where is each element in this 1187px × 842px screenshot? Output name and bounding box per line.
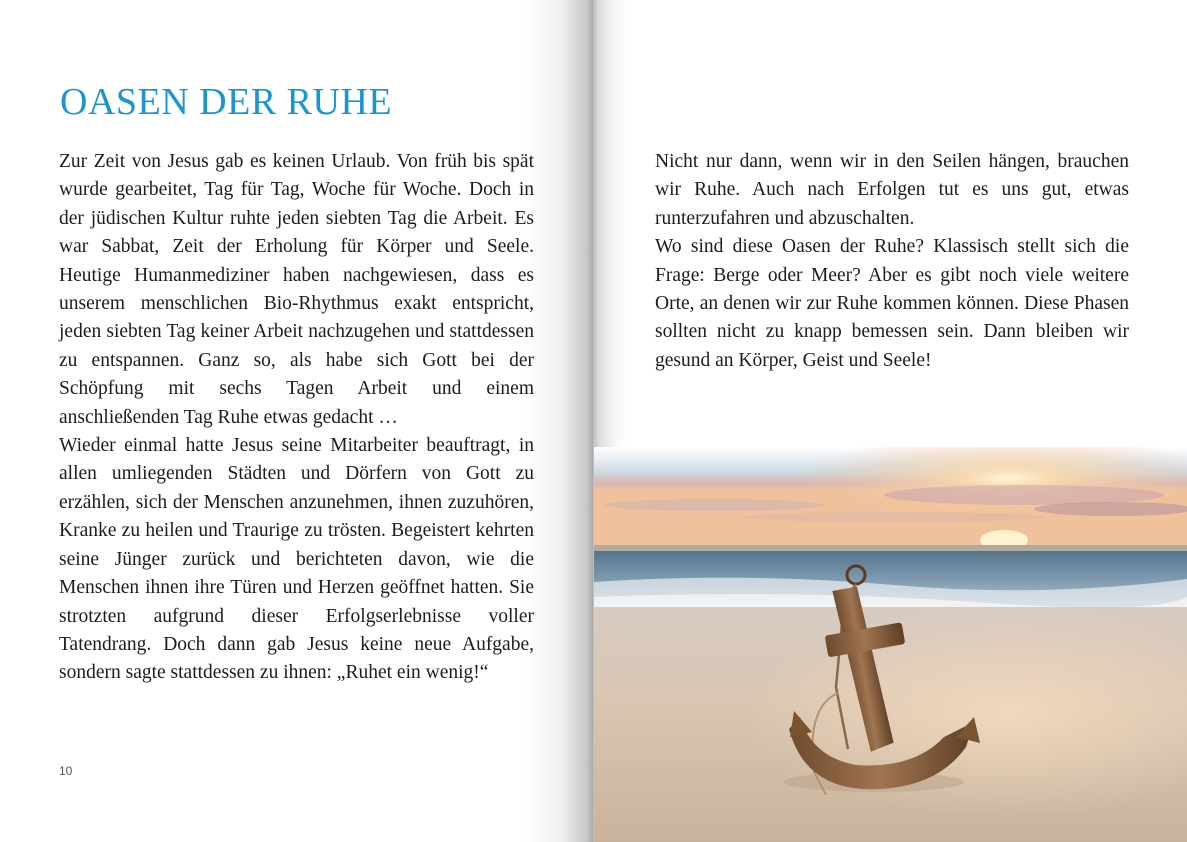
anchor-beach-photo <box>594 447 1187 842</box>
left-paragraph-2: Wieder einmal hatte Jesus seine Mitarbeiter beauftragt, in allen umliegenden Städten und Dörfern von Gott zu erzählen, sich der Menschen anzunehmen, ihnen zuzuhören, Kranke zu heilen und Traurige zu trösten. Begeistert kehrten seine Jünger zurück und berichteten davon, wie die Menschen ihnen ihre Türen und Herzen geöffnet hatten. Sie strotzten aufgrund dieser Erfolgserlebnisse voller Tatendrang. Doch dann gab Jesus keine neue Aufgabe, sondern sagte stattdessen zu ihnen: „Ruhet ein wenig!“ <box>59 435 534 684</box>
page-title: OASEN DER RUHE <box>60 81 393 123</box>
right-text-column <box>655 148 1129 375</box>
left-paragraph-1: Zur Zeit von Jesus gab es keinen Urlaub. Von früh bis spät wurde gearbeitet, Tag für Tag, Woche für Woche. Doch in der jüdischen Kultur ruhte jeden siebten Tag die Arbeit. Es war Sabbat, Zeit der Erholung für Körper und Seele. Heutige Humanmediziner haben nachgewiesen, dass es unserem menschlichen Bio-Rhythmus exakt entspricht, jeden siebten Tag keiner Arbeit nachzugehen und stattdessen zu entspannen. Ganz so, als habe sich Gott bei der Schöpfung mit sechs Tagen Arbeit und einem anschließenden Tag Ruhe etwas gedacht … <box>59 151 534 428</box>
left-text-column <box>59 148 534 688</box>
right-paragraph-2: Wo sind diese Oasen der Ruhe? Klassisch stellt sich die Frage: Berge oder Meer? Aber es gibt noch viele weitere Orte, an denen wir zur Ruhe kommen können. Diese Phasen sollten nicht zu knapp bemessen sein. Dann bleiben wir gesund an Körper, Geist und Seele! <box>655 236 1129 371</box>
page-number: 10 <box>59 764 73 778</box>
anchor-beach-illustration <box>594 447 1187 842</box>
right-paragraph-1: Nicht nur dann, wenn wir in den Seilen hängen, brauchen wir Ruhe. Auch nach Erfolgen tut es uns gut, etwas runterzufahren und abzuschalten. <box>655 151 1129 229</box>
